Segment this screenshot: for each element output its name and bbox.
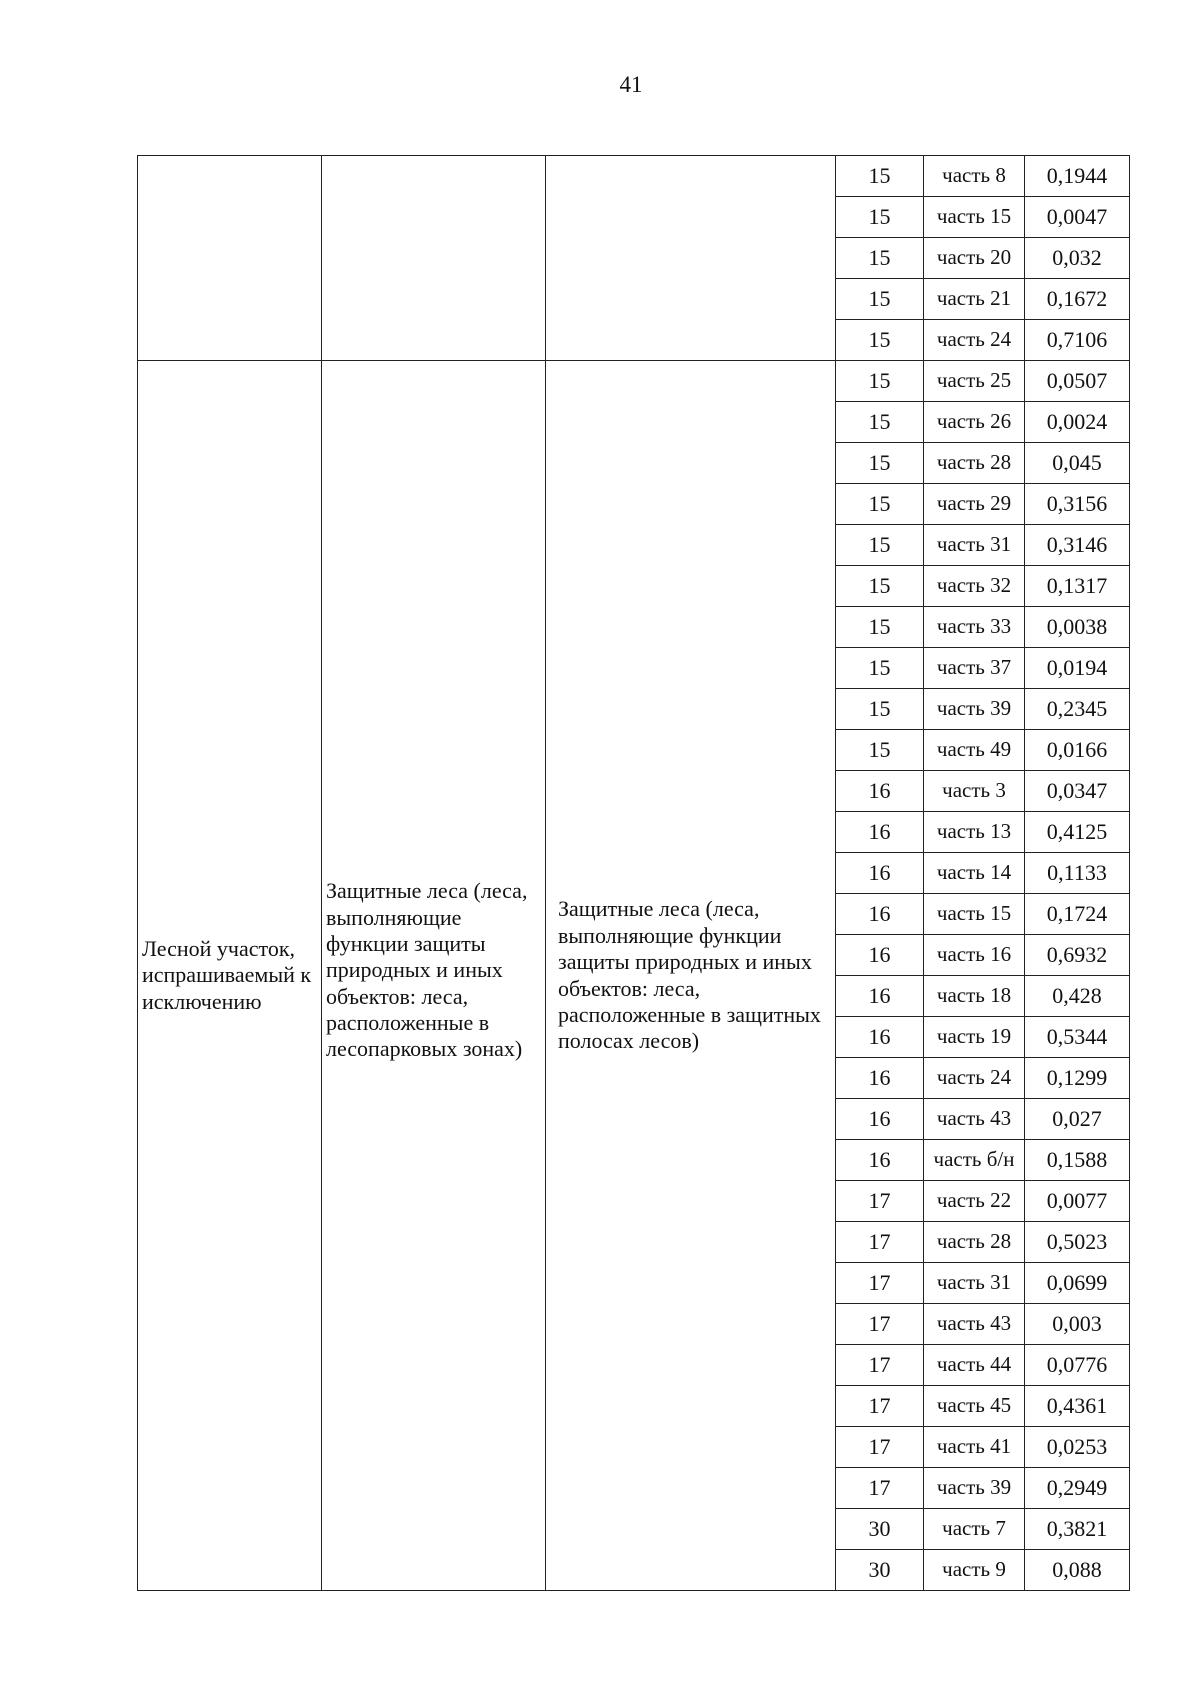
quarter-cell: 16 — [836, 771, 924, 812]
protection-category-cell — [322, 361, 546, 1591]
area-cell: 0,2345 — [1025, 689, 1130, 730]
area-cell: 0,0347 — [1025, 771, 1130, 812]
part-cell: часть 15 — [924, 197, 1025, 238]
quarter-cell: 30 — [836, 1550, 924, 1591]
quarter-cell: 15 — [836, 156, 924, 197]
area-cell: 0,3156 — [1025, 484, 1130, 525]
quarter-cell: 16 — [836, 1140, 924, 1181]
quarter-cell: 17 — [836, 1181, 924, 1222]
area-cell: 0,0047 — [1025, 197, 1130, 238]
area-cell: 0,3821 — [1025, 1509, 1130, 1550]
part-cell: часть 9 — [924, 1550, 1025, 1591]
quarter-cell: 16 — [836, 853, 924, 894]
part-cell: часть 25 — [924, 361, 1025, 402]
part-cell: часть 18 — [924, 976, 1025, 1017]
quarter-cell: 15 — [836, 279, 924, 320]
area-cell: 0,5344 — [1025, 1017, 1130, 1058]
area-cell: 0,0507 — [1025, 361, 1130, 402]
table-row — [138, 156, 1130, 197]
area-cell: 0,1299 — [1025, 1058, 1130, 1099]
area-cell: 0,1944 — [1025, 156, 1130, 197]
quarter-cell: 15 — [836, 648, 924, 689]
part-cell: часть 22 — [924, 1181, 1025, 1222]
protection-subcategory-cell-text: Защитные леса (леса, выполняющие функции защиты природных и иных объектов: леса, расположенные в защитных полосах лесов) — [558, 896, 821, 1054]
part-cell: часть 26 — [924, 402, 1025, 443]
part-cell: часть б/н — [924, 1140, 1025, 1181]
quarter-cell: 15 — [836, 484, 924, 525]
part-cell: часть 41 — [924, 1427, 1025, 1468]
quarter-cell: 16 — [836, 894, 924, 935]
quarter-cell: 17 — [836, 1304, 924, 1345]
page-number: 41 — [619, 72, 643, 97]
part-cell: часть 37 — [924, 648, 1025, 689]
part-cell: часть 19 — [924, 1017, 1025, 1058]
table-row — [138, 361, 1130, 402]
part-cell: часть 31 — [924, 1263, 1025, 1304]
area-cell: 0,6932 — [1025, 935, 1130, 976]
area-cell: 0,5023 — [1025, 1222, 1130, 1263]
quarter-cell: 15 — [836, 730, 924, 771]
protection-category-cell — [322, 156, 546, 361]
area-cell: 0,0699 — [1025, 1263, 1130, 1304]
part-cell: часть 7 — [924, 1509, 1025, 1550]
quarter-cell: 15 — [836, 361, 924, 402]
area-cell: 0,1588 — [1025, 1140, 1130, 1181]
area-cell: 0,1133 — [1025, 853, 1130, 894]
protection-subcategory-cell — [546, 361, 836, 1591]
quarter-cell: 16 — [836, 935, 924, 976]
area-cell: 0,1724 — [1025, 894, 1130, 935]
quarter-cell: 15 — [836, 238, 924, 279]
part-cell: часть 24 — [924, 320, 1025, 361]
part-cell: часть 21 — [924, 279, 1025, 320]
area-cell: 0,7106 — [1025, 320, 1130, 361]
quarter-cell: 17 — [836, 1345, 924, 1386]
quarter-cell: 17 — [836, 1386, 924, 1427]
quarter-cell: 16 — [836, 1058, 924, 1099]
part-cell: часть 24 — [924, 1058, 1025, 1099]
area-cell: 0,0776 — [1025, 1345, 1130, 1386]
area-cell: 0,4125 — [1025, 812, 1130, 853]
area-cell: 0,088 — [1025, 1550, 1130, 1591]
part-cell: часть 43 — [924, 1099, 1025, 1140]
area-cell: 0,1672 — [1025, 279, 1130, 320]
area-cell: 0,1317 — [1025, 566, 1130, 607]
quarter-cell: 17 — [836, 1222, 924, 1263]
part-cell: часть 20 — [924, 238, 1025, 279]
category-cell — [138, 361, 322, 1591]
quarter-cell: 15 — [836, 525, 924, 566]
part-cell: часть 3 — [924, 771, 1025, 812]
part-cell: часть 14 — [924, 853, 1025, 894]
part-cell: часть 29 — [924, 484, 1025, 525]
quarter-cell: 16 — [836, 1017, 924, 1058]
part-cell: часть 45 — [924, 1386, 1025, 1427]
part-cell: часть 32 — [924, 566, 1025, 607]
area-cell: 0,032 — [1025, 238, 1130, 279]
area-cell: 0,0194 — [1025, 648, 1130, 689]
part-cell: часть 31 — [924, 525, 1025, 566]
quarter-cell: 15 — [836, 320, 924, 361]
quarter-cell: 16 — [836, 976, 924, 1017]
protection-category-cell-text — [322, 156, 545, 166]
area-cell: 0,0166 — [1025, 730, 1130, 771]
category-cell — [138, 156, 322, 361]
area-cell: 0,027 — [1025, 1099, 1130, 1140]
quarter-cell: 17 — [836, 1427, 924, 1468]
area-cell: 0,0024 — [1025, 402, 1130, 443]
area-cell: 0,4361 — [1025, 1386, 1130, 1427]
part-cell: часть 33 — [924, 607, 1025, 648]
part-cell: часть 13 — [924, 812, 1025, 853]
quarter-cell: 30 — [836, 1509, 924, 1550]
quarter-cell: 15 — [836, 197, 924, 238]
area-cell: 0,0077 — [1025, 1181, 1130, 1222]
quarter-cell: 15 — [836, 443, 924, 484]
part-cell: часть 8 — [924, 156, 1025, 197]
area-cell: 0,2949 — [1025, 1468, 1130, 1509]
part-cell: часть 28 — [924, 1222, 1025, 1263]
protection-category-cell-text: Защитные леса (леса, выполняющие функции защиты природных и иных объектов: леса, расположенные в лесопарковых зонах) — [326, 878, 528, 1062]
category-cell-text: Лесной участок, испрашиваемый к исключению — [142, 935, 312, 1014]
part-cell: часть 28 — [924, 443, 1025, 484]
quarter-cell: 15 — [836, 689, 924, 730]
area-cell: 0,0038 — [1025, 607, 1130, 648]
quarter-cell: 15 — [836, 566, 924, 607]
part-cell: часть 43 — [924, 1304, 1025, 1345]
area-cell: 0,003 — [1025, 1304, 1130, 1345]
quarter-cell: 17 — [836, 1263, 924, 1304]
quarter-cell: 17 — [836, 1468, 924, 1509]
area-cell: 0,0253 — [1025, 1427, 1130, 1468]
area-cell: 0,3146 — [1025, 525, 1130, 566]
part-cell: часть 15 — [924, 894, 1025, 935]
part-cell: часть 16 — [924, 935, 1025, 976]
part-cell: часть 49 — [924, 730, 1025, 771]
part-cell: часть 39 — [924, 1468, 1025, 1509]
part-cell: часть 39 — [924, 689, 1025, 730]
protection-subcategory-cell — [546, 156, 836, 361]
part-cell: часть 44 — [924, 1345, 1025, 1386]
forest-plots-table — [137, 155, 1130, 1591]
quarter-cell: 15 — [836, 402, 924, 443]
quarter-cell: 15 — [836, 607, 924, 648]
area-cell: 0,428 — [1025, 976, 1130, 1017]
quarter-cell: 16 — [836, 1099, 924, 1140]
area-cell: 0,045 — [1025, 443, 1130, 484]
quarter-cell: 16 — [836, 812, 924, 853]
